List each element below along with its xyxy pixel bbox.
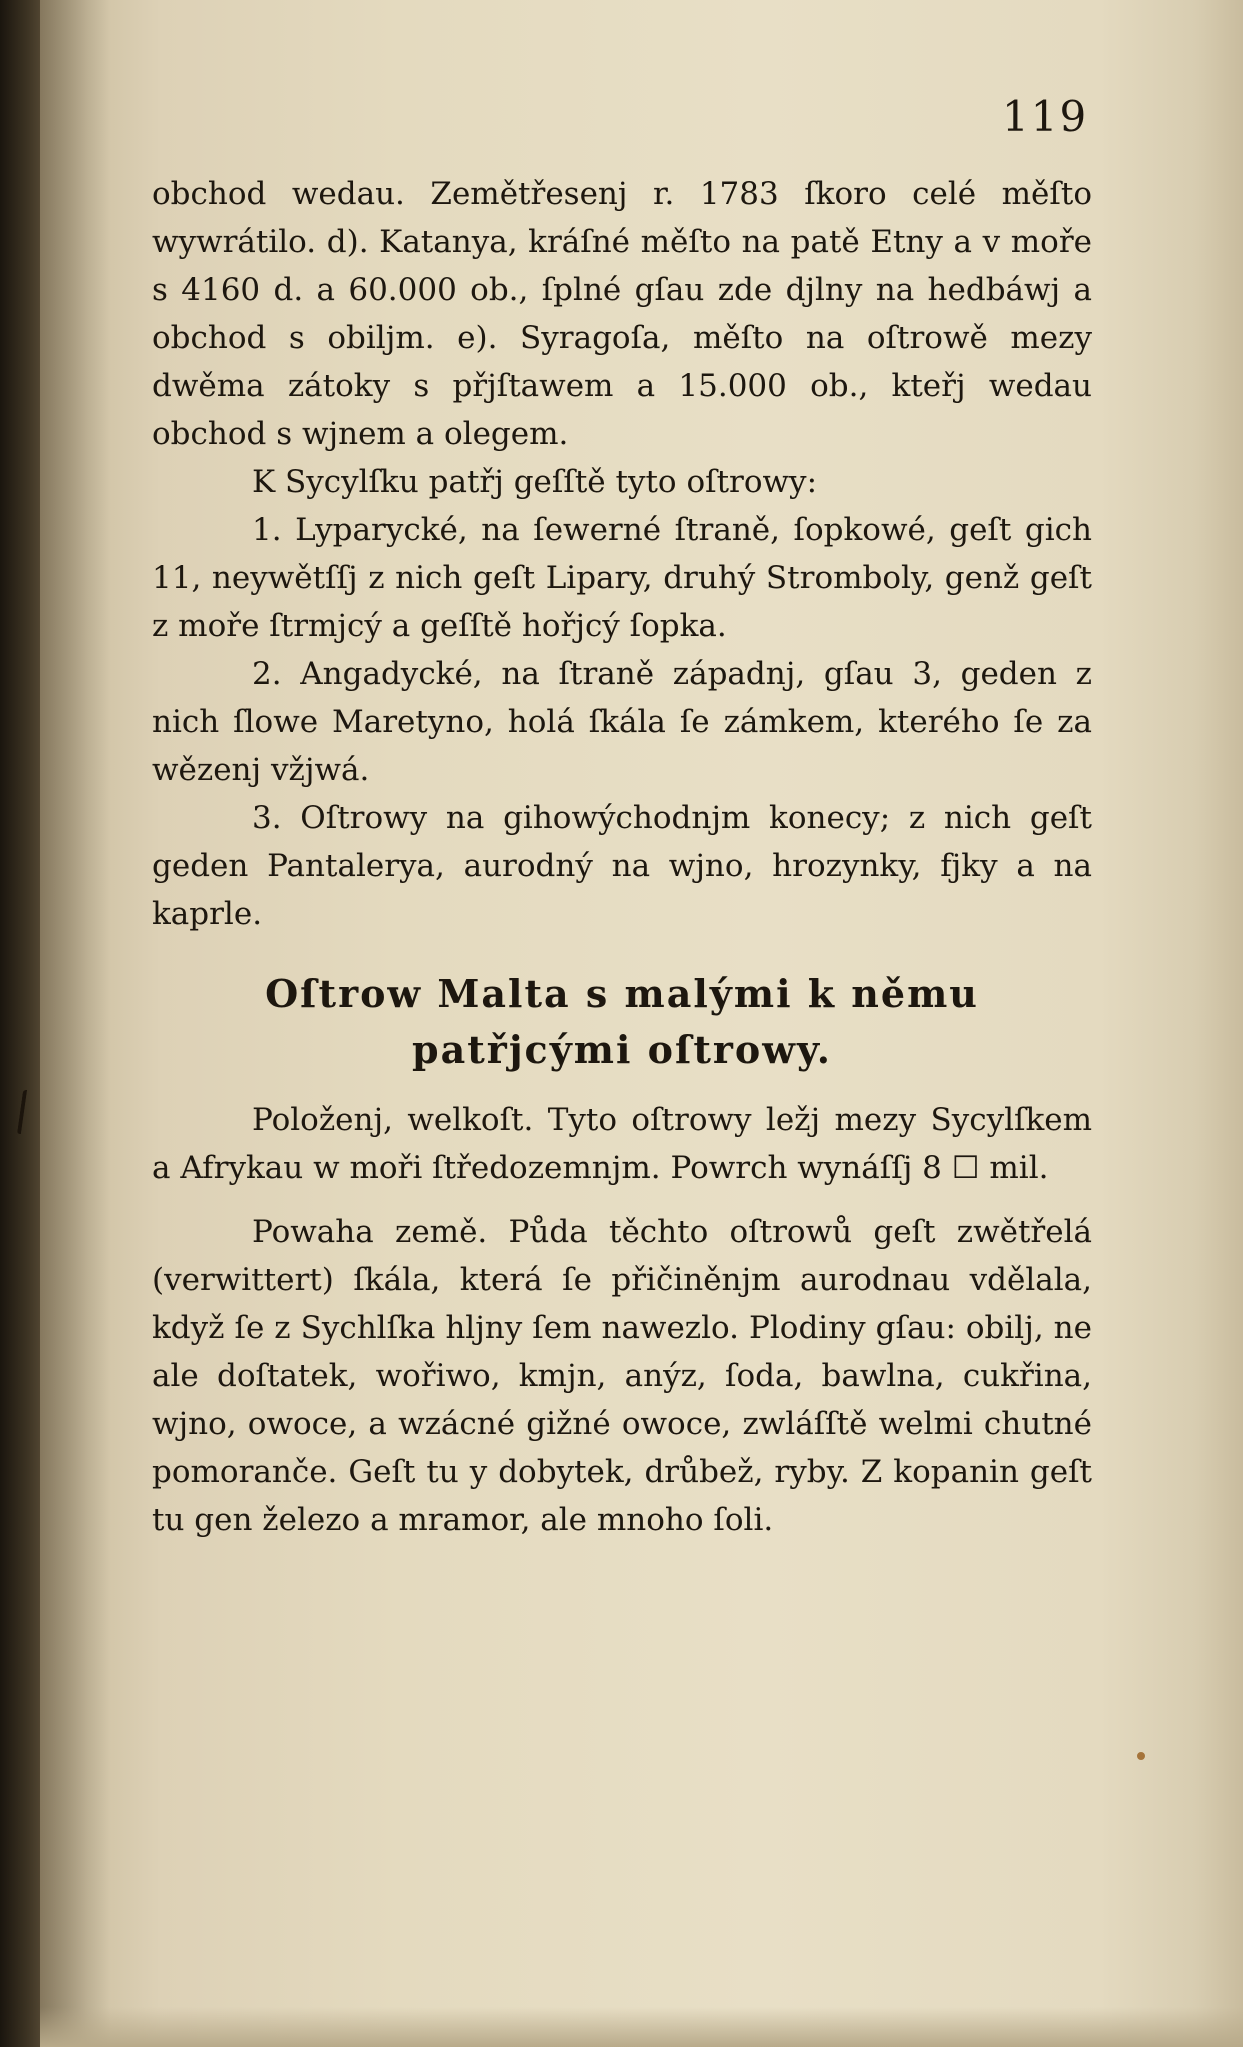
paragraph-egadi-islands: 2. Angadycké, na ſtraně západnj, gſau 3, geden z nich ſlowe Maretyno, holá ſkála ſe zámkem, kterého ſe za wězenj vžjwá. — [152, 656, 1092, 788]
paper-speck — [1137, 1752, 1145, 1760]
paragraph-lipari-islands: 1. Lyparycké, na ſewerné ſtraně, ſopkowé, geſt gich 11, neywětſſj z nich geſt Lipary, druhý Stromboly, genž geſt z moře ſtrmjcý a geſſtě hořjcý ſopka. — [152, 512, 1092, 644]
paper-bottom-edge — [40, 2007, 1243, 2047]
paragraph-syracuse: obchod wedau. Zemětřesenj r. 1783 ſkoro celé měſto wywrátilo. d). Katanya, kráſné měſto na patě Etny a v moře s 4160 d. a 60.000 ob., ſplné gſau zde djlny na hedbáwj a obchod s obiljm. e). Syragoſa, měſto na oſtrowě mezy dwěma zátoky s přjſtawem a 15.000 ob., kteřj wedau obchod s wjnem a olegem. — [152, 176, 1092, 452]
paragraph-land-nature: Powaha země. Půda těchto oſtrowů geſt zwětřelá (verwittert) ſkála, která ſe přičiněnjm aurodnau vdělala, když ſe z Sychlſka hljny ſem nawezlo. Plodiny gſau: obilj, ne ale doſtatek, wořiwo, kmjn, anýz, ſoda, bawlna, cukřina, wjno, owoce, a wzácné gižné owoce, zwláſſtě welmi chutné pomoranče. Geſt tu y dobytek, drůbež, ryby. Z kopanin geſt tu gen železo a mramor, ale mnoho ſoli. — [152, 1214, 1092, 1538]
paragraph-location-size: Položenj, welkoſt. Tyto oſtrowy ležj mezy Sycylſkem a Afrykau w moři ſtředozemnjm. Powrch wynáſſj 8 ☐ mil. — [152, 1102, 1092, 1186]
text-body — [152, 170, 1092, 1544]
page-number: 119 — [1002, 92, 1089, 141]
paragraph-southeast-islands: 3. Oſtrowy na gihowýchodnjm konecy; z nich geſt geden Pantalerya, aurodný na wjno, hrozynky, fjky a na kaprle. — [152, 800, 1092, 932]
section-heading-malta: Oſtrow Malta s malými k němu patřjcými oſtrowy. — [265, 971, 979, 1072]
gutter-shadow — [40, 0, 110, 2047]
paragraph-gap — [152, 1192, 1092, 1208]
paragraph-islands-intro: K Sycylſku patřj geſſtě tyto oſtrowy: — [252, 464, 818, 500]
